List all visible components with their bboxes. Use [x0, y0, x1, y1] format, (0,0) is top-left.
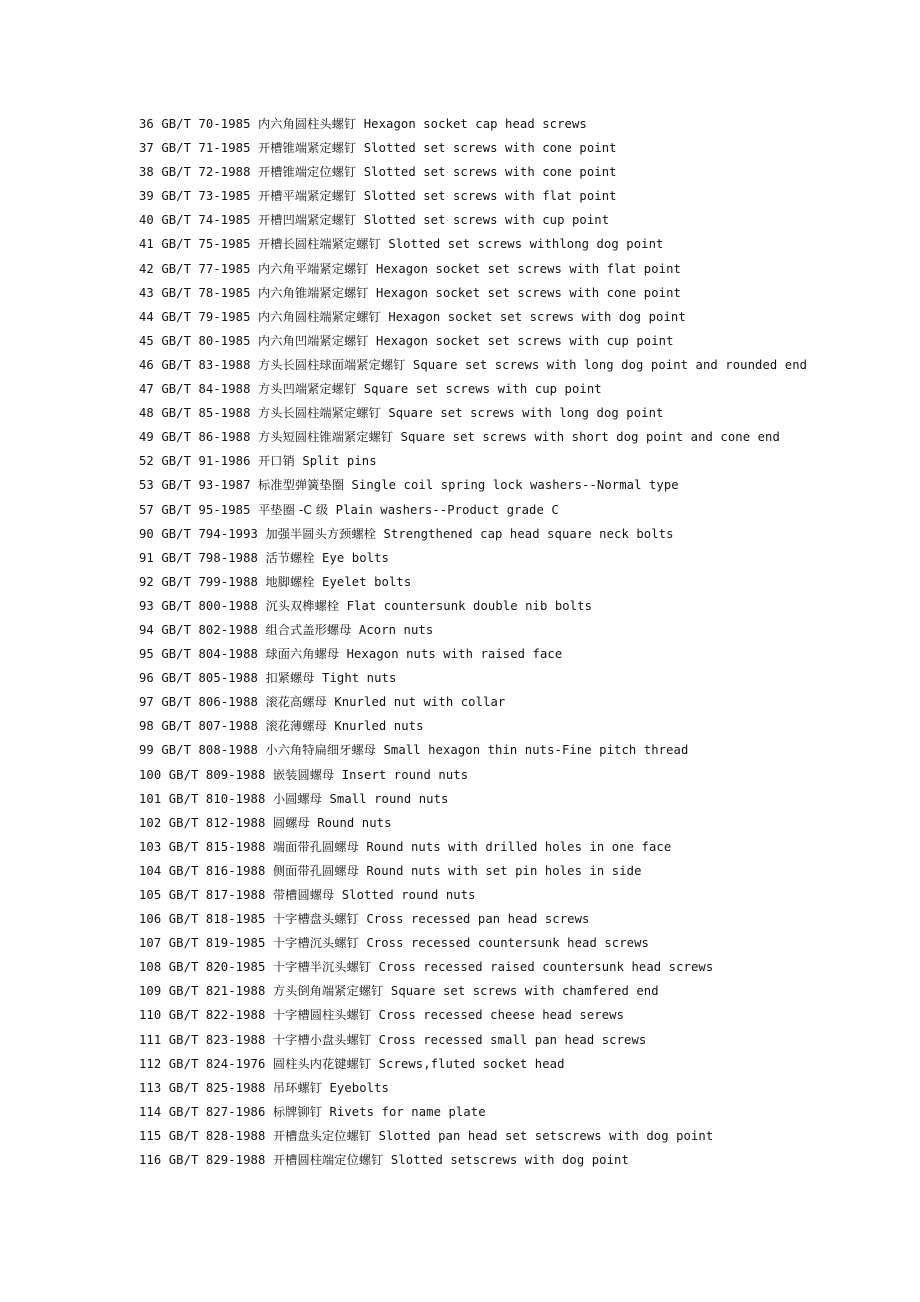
entry-number: 112 [139, 1056, 162, 1071]
english-name: Plain washers--Product grade C [335, 502, 559, 517]
chinese-name: 开槽凹端紧定螺钉 [258, 213, 357, 228]
standard-code: GB/T 800-1988 [161, 598, 258, 613]
english-name: Slotted set screws with flat point [363, 189, 617, 204]
english-name: Acorn nuts [358, 622, 434, 637]
list-item [139, 305, 899, 329]
chinese-name: 活节螺栓 [265, 550, 315, 565]
standard-code: GB/T 73-1985 [161, 189, 251, 204]
english-name: Strengthened cap head square neck bolts [383, 526, 674, 541]
list-item [139, 787, 899, 811]
list-item [139, 473, 899, 497]
chinese-name: 开槽锥端定位螺钉 [258, 165, 357, 180]
standard-code: GB/T 820-1985 [168, 960, 266, 975]
chinese-name: 内六角平端紧定螺钉 [258, 261, 369, 276]
chinese-name: 十字槽半沉头螺钉 [272, 960, 372, 975]
list-item [139, 208, 899, 232]
chinese-name: 沉头双榫螺栓 [265, 598, 340, 613]
standard-code: GB/T 818-1985 [168, 912, 266, 927]
entry-number: 90 [139, 526, 154, 541]
list-item [139, 618, 899, 642]
entry-number: 99 [139, 743, 154, 758]
english-name: Hexagon socket cap head screws [363, 117, 587, 131]
entry-number: 92 [139, 574, 154, 589]
standard-code: GB/T 75-1985 [161, 237, 251, 252]
standard-code: GB/T 93-1987 [161, 478, 251, 493]
entry-number: 110 [139, 1008, 162, 1023]
list-item [139, 546, 899, 570]
english-name: Screws,fluted socket head [378, 1056, 565, 1071]
entry-number: 47 [139, 382, 154, 397]
chinese-name: 加强半圆头方颈螺栓 [265, 526, 377, 541]
chinese-name: 内六角锥端紧定螺钉 [258, 285, 369, 300]
standard-code: GB/T 805-1988 [161, 671, 258, 686]
chinese-name: 十字槽圆柱头螺钉 [272, 1008, 372, 1023]
entry-number: 94 [139, 622, 154, 637]
entry-number: 93 [139, 598, 154, 613]
standard-code: GB/T 821-1988 [168, 984, 266, 999]
english-name: Round nuts with drilled holes in one face [366, 839, 672, 854]
list-item [139, 690, 899, 714]
english-name: Slotted set screws with cup point [363, 213, 610, 228]
list-item [139, 714, 899, 738]
standard-code: GB/T 809-1988 [168, 767, 266, 782]
entry-number: 114 [139, 1104, 162, 1119]
standard-code: GB/T 95-1985 [161, 502, 251, 517]
standard-code: GB/T 817-1988 [168, 888, 266, 902]
list-item [139, 112, 899, 136]
entry-number: 109 [139, 984, 162, 999]
entry-number: 38 [139, 165, 154, 180]
standard-code: GB/T 822-1988 [168, 1008, 266, 1023]
chinese-name: 开槽锥端紧定螺钉 [258, 141, 357, 156]
english-name: Slotted set screws with cone point [363, 165, 617, 180]
entry-number: 107 [139, 936, 162, 951]
chinese-name: 标准型弹簧垫圈 [258, 478, 345, 493]
standard-code: GB/T 823-1988 [168, 1032, 266, 1047]
list-item [139, 570, 899, 594]
english-name: Cross recessed countersunk head screws [366, 936, 649, 951]
standard-code: GB/T 80-1985 [161, 333, 251, 348]
list-item [139, 1003, 899, 1027]
list-item [139, 1052, 899, 1076]
english-name: Square set screws with chamfered end [390, 984, 659, 999]
entry-number: 91 [139, 550, 154, 565]
entry-number: 57 [139, 502, 154, 517]
entry-number: 98 [139, 719, 154, 734]
standard-code: GB/T 808-1988 [161, 743, 258, 758]
english-name: Rivets for name plate [329, 1104, 486, 1119]
english-name: Small round nuts [329, 791, 449, 806]
list-item [139, 883, 899, 907]
entry-number: 101 [139, 791, 162, 806]
english-name: Slotted pan head set setscrews with dog point [378, 1128, 714, 1143]
english-name: Single coil spring lock washers--Normal type [351, 478, 679, 493]
chinese-name: 开槽平端紧定螺钉 [258, 189, 357, 204]
entry-number: 108 [139, 960, 162, 975]
entry-number: 53 [139, 478, 154, 493]
list-item [139, 136, 899, 160]
english-name: Slotted set screws withlong dog point [388, 237, 664, 252]
entry-number: 104 [139, 863, 162, 878]
english-name: Cross recessed small pan head screws [378, 1032, 647, 1047]
standard-code: GB/T 828-1988 [168, 1128, 266, 1143]
standard-code: GB/T 824-1976 [168, 1056, 266, 1071]
chinese-name: 开槽盘头定位螺钉 [272, 1128, 372, 1143]
list-item [139, 811, 899, 835]
standard-code: GB/T 825-1988 [168, 1080, 266, 1095]
list-item [139, 835, 899, 859]
english-name: Hexagon socket set screws with cone point [376, 285, 681, 300]
list-item [139, 160, 899, 184]
list-item [139, 979, 899, 1003]
english-name: Eyebolts [329, 1080, 389, 1095]
list-item [139, 666, 899, 690]
english-name: Cross recessed cheese head serews [378, 1008, 625, 1023]
entry-number: 111 [139, 1032, 162, 1047]
entry-number: 49 [139, 430, 154, 445]
english-name: Flat countersunk double nib bolts [346, 598, 593, 613]
chinese-name: 圆螺母 [272, 815, 310, 830]
standard-code: GB/T 816-1988 [168, 863, 266, 878]
entry-number: 105 [139, 888, 162, 902]
english-name: Tight nuts [322, 671, 397, 686]
chinese-name: 内六角圆柱端紧定螺钉 [258, 309, 381, 324]
english-name: Eyelet bolts [322, 574, 412, 589]
list-item [139, 377, 899, 401]
list-item [139, 329, 899, 353]
entry-number: 40 [139, 213, 154, 228]
list-item [139, 859, 899, 883]
chinese-name: 地脚螺栓 [265, 574, 315, 589]
standard-code: GB/T 806-1988 [161, 695, 258, 710]
chinese-name: 球面六角螺母 [265, 647, 340, 662]
list-item [139, 738, 899, 762]
standard-code: GB/T 807-1988 [161, 719, 258, 734]
entry-number: 96 [139, 671, 154, 686]
chinese-name: 方头长圆柱端紧定螺钉 [258, 406, 381, 421]
standard-code: GB/T 829-1988 [168, 1153, 266, 1168]
list-item [139, 594, 899, 618]
english-name: Square set screws with long dog point and rounded end [412, 357, 808, 372]
chinese-name: 嵌装圆螺母 [272, 767, 335, 782]
english-name: Cross recessed raised countersunk head screws [378, 960, 714, 975]
chinese-name: 滚花高螺母 [265, 695, 327, 710]
list-item [139, 281, 899, 305]
list-item [139, 763, 899, 787]
list-item [139, 498, 899, 522]
entry-number: 97 [139, 695, 154, 710]
chinese-name: 十字槽沉头螺钉 [272, 936, 359, 951]
standard-code: GB/T 83-1988 [161, 357, 251, 372]
chinese-name: 滚花薄螺母 [265, 719, 327, 734]
list-item [139, 1076, 899, 1100]
chinese-name: 方头短圆柱锥端紧定螺钉 [258, 430, 394, 445]
entry-number: 113 [139, 1080, 162, 1095]
english-name: Slotted set screws with cone point [363, 141, 617, 156]
standard-code: GB/T 84-1988 [161, 382, 251, 397]
entry-number: 95 [139, 647, 154, 662]
english-name: Hexagon nuts with raised face [346, 647, 563, 662]
entry-number: 44 [139, 309, 154, 324]
standard-code: GB/T 812-1988 [168, 815, 266, 830]
standard-code: GB/T 827-1986 [168, 1104, 266, 1119]
english-name: Hexagon socket set screws with flat point [376, 261, 681, 276]
english-name: Slotted round nuts [341, 888, 476, 902]
english-name: Knurled nuts [334, 719, 424, 734]
english-name: Knurled nut with collar [334, 695, 506, 710]
english-name: Eye bolts [322, 550, 389, 565]
list-item [139, 1028, 899, 1052]
list-item [139, 401, 899, 425]
standard-code: GB/T 86-1988 [161, 430, 251, 445]
list-item [139, 257, 899, 281]
standard-code: GB/T 819-1985 [168, 936, 266, 951]
entry-number: 45 [139, 333, 154, 348]
list-item [139, 449, 899, 473]
standard-code: GB/T 74-1985 [161, 213, 251, 228]
english-name: Small hexagon thin nuts-Fine pitch thread [383, 743, 689, 758]
list-item [139, 642, 899, 666]
chinese-name: 扣紧螺母 [265, 671, 315, 686]
chinese-name: 圆柱头内花键螺钉 [272, 1056, 372, 1071]
list-item [139, 955, 899, 979]
chinese-name: 十字槽小盘头螺钉 [272, 1032, 372, 1047]
list-item [139, 1148, 899, 1172]
list-item [139, 425, 899, 449]
list-item [139, 184, 899, 208]
english-name: Insert round nuts [341, 767, 469, 782]
standard-code: GB/T 72-1988 [161, 165, 251, 180]
standard-code: GB/T 799-1988 [161, 574, 258, 589]
list-item [139, 1124, 899, 1148]
list-item [139, 522, 899, 546]
entry-number: 43 [139, 285, 154, 300]
chinese-name: 方头凹端紧定螺钉 [258, 382, 357, 397]
standard-code: GB/T 85-1988 [161, 406, 251, 421]
english-name: Slotted setscrews with dog point [390, 1153, 629, 1168]
standard-code: GB/T 79-1985 [161, 309, 251, 324]
standards-list [139, 112, 899, 1172]
list-item [139, 353, 899, 377]
english-name: Round nuts [317, 815, 392, 830]
entry-number: 42 [139, 261, 154, 276]
standard-code: GB/T 77-1985 [161, 261, 251, 276]
chinese-name: 开口销 [258, 454, 295, 469]
chinese-name: 小六角特扁细牙螺母 [265, 743, 377, 758]
entry-number: 36 [139, 117, 154, 131]
standard-code: GB/T 794-1993 [161, 526, 258, 541]
list-item [139, 931, 899, 955]
standard-code: GB/T 804-1988 [161, 647, 258, 662]
chinese-name: 十字槽盘头螺钉 [272, 912, 359, 927]
entry-number: 52 [139, 454, 154, 469]
entry-number: 116 [139, 1153, 162, 1168]
standard-code: GB/T 815-1988 [168, 839, 266, 854]
chinese-name: 开槽圆柱端定位螺钉 [272, 1153, 384, 1168]
entry-number: 37 [139, 141, 154, 156]
standard-code: GB/T 70-1985 [161, 117, 251, 131]
list-item [139, 232, 899, 256]
entry-number: 102 [139, 815, 162, 830]
chinese-name: 侧面带孔圆螺母 [272, 863, 359, 878]
chinese-name: 小圆螺母 [272, 791, 323, 806]
chinese-name: 平垫圈 -C 级 [258, 502, 329, 517]
standard-code: GB/T 78-1985 [161, 285, 251, 300]
list-item [139, 1100, 899, 1124]
chinese-name: 吊环螺钉 [272, 1080, 323, 1095]
standard-code: GB/T 91-1986 [161, 454, 251, 469]
entry-number: 100 [139, 767, 162, 782]
entry-number: 41 [139, 237, 154, 252]
chinese-name: 内六角圆柱头螺钉 [258, 117, 357, 131]
english-name: Hexagon socket set screws with dog point [388, 309, 686, 324]
entry-number: 103 [139, 839, 162, 854]
english-name: Square set screws with short dog point and cone end [400, 430, 780, 445]
entry-number: 115 [139, 1128, 162, 1143]
chinese-name: 组合式盖形螺母 [265, 622, 352, 637]
chinese-name: 内六角凹端紧定螺钉 [258, 333, 369, 348]
list-item [139, 907, 899, 931]
standard-code: GB/T 71-1985 [161, 141, 251, 156]
entry-number: 48 [139, 406, 154, 421]
chinese-name: 端面带孔圆螺母 [272, 839, 359, 854]
english-name: Split pins [302, 454, 377, 469]
entry-number: 106 [139, 912, 162, 927]
standard-code: GB/T 802-1988 [161, 622, 258, 637]
chinese-name: 开槽长圆柱端紧定螺钉 [258, 237, 381, 252]
english-name: Square set screws with cup point [363, 382, 602, 397]
chinese-name: 方头长圆柱球面端紧定螺钉 [258, 357, 406, 372]
english-name: Cross recessed pan head screws [366, 912, 590, 927]
english-name: Square set screws with long dog point [388, 406, 664, 421]
chinese-name: 标牌铆钉 [272, 1104, 323, 1119]
standard-code: GB/T 798-1988 [161, 550, 258, 565]
english-name: Hexagon socket set screws with cup point [376, 333, 674, 348]
english-name: Round nuts with set pin holes in side [366, 863, 642, 878]
chinese-name: 方头倒角端紧定螺钉 [272, 984, 384, 999]
standard-code: GB/T 810-1988 [168, 791, 266, 806]
chinese-name: 带槽圆螺母 [272, 888, 335, 902]
entry-number: 46 [139, 357, 154, 372]
entry-number: 39 [139, 189, 154, 204]
